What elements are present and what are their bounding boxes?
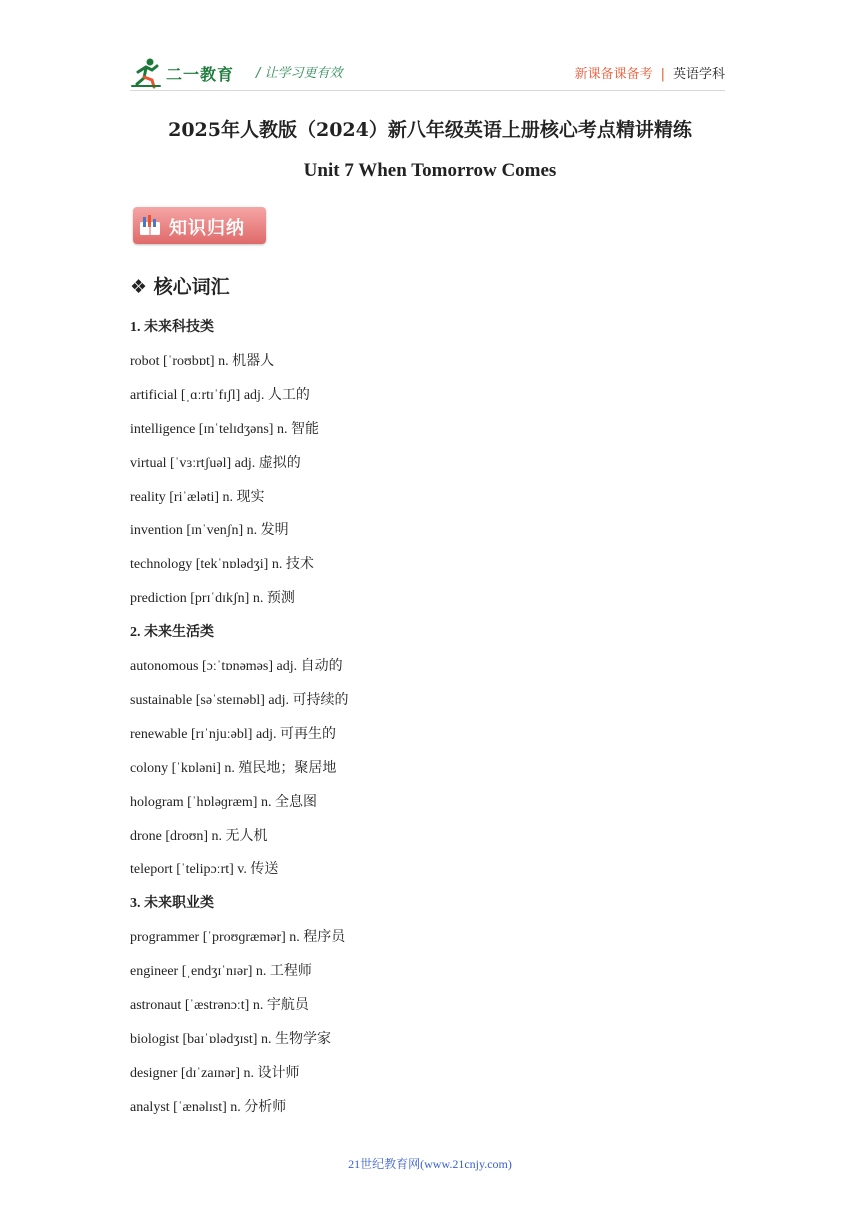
header-separator: | [660, 67, 665, 82]
vocab-entry: designer [dɪˈzaɪnər] n. 设计师 [130, 1065, 300, 1081]
logo-text: 二一教育 [166, 65, 235, 84]
vocab-entry: colony [ˈkɒləni] n. 殖民地；聚居地 [130, 760, 337, 776]
vocab-entry: analyst [ˈænəlɪst] n. 分析师 [130, 1099, 287, 1115]
header-tagline: 新课备课备考 [574, 67, 653, 82]
slogan: / 让学习更有效 [256, 66, 343, 81]
section-heading: ❖ 核心词汇 [130, 276, 230, 298]
vocab-entry: astronaut [ˈæstrənɔːt] n. 宇航员 [130, 998, 309, 1013]
vocab-entry: virtual [ˈvɜːrtʃuəl] adj. 虚拟的 [130, 455, 301, 471]
vocab-entry: autonomous [ɔːˈtɒnəməs] adj. 自动的 [130, 659, 343, 674]
badge-label: 知识归纳 [169, 218, 245, 239]
unit-title: Unit 7 When Tomorrow Comes [303, 160, 557, 181]
page-footer: 21世纪教育网(www.21cnjy.com) [348, 1157, 512, 1171]
header-right [575, 63, 725, 82]
header-subject: 英语学科 [672, 67, 725, 82]
vocab-entry: biologist [baɪˈɒlədʒɪst] n. 生物学家 [130, 1031, 331, 1047]
knowledge-summary-badge [133, 207, 266, 244]
vocab-entry: intelligence [ɪnˈtelɪdʒəns] n. 智能 [130, 421, 319, 437]
vocab-entry: technology [tekˈnɒlədʒi] n. 技术 [130, 557, 314, 573]
book-chart-icon [139, 214, 161, 236]
vocab-entry: reality [riˈæləti] n. 现实 [130, 489, 265, 505]
vocab-entry: programmer [ˈproʊɡræmər] n. 程序员 [130, 930, 346, 946]
header-divider [130, 90, 725, 91]
category-heading: 3. 未来职业类 [130, 896, 214, 912]
vocab-entry: prediction [prɪˈdɪkʃn] n. 预测 [130, 591, 295, 607]
page-header [130, 56, 725, 92]
category-heading: 1. 未来科技类 [130, 320, 214, 335]
page-title: 2025年人教版（2024）新八年级英语上册核心考点精讲精练 [168, 119, 692, 141]
vocab-entry: drone [droʊn] n. 无人机 [130, 828, 268, 844]
vocab-entry: teleport [ˈtelipɔːrt] v. 传送 [130, 862, 279, 878]
vocab-entry: hologram [ˈhɒləɡræm] n. 全息图 [130, 794, 317, 810]
vocab-entry: engineer [ˌendʒɪˈnɪər] n. 工程师 [130, 964, 312, 980]
brand-logo [130, 56, 242, 90]
running-figure-icon [130, 56, 164, 90]
category-heading: 2. 未来生活类 [130, 625, 214, 641]
vocab-entry: robot [ˈroʊbɒt] n. 机器人 [130, 353, 275, 369]
vocab-entry: artificial [ˌɑːrtɪˈfɪʃl] adj. 人工的 [130, 387, 310, 403]
vocab-entry: sustainable [səˈsteɪnəbl] adj. 可持续的 [130, 692, 349, 708]
vocab-entry: invention [ɪnˈvenʃn] n. 发明 [130, 523, 289, 539]
vocab-entry: renewable [rɪˈnjuːəbl] adj. 可再生的 [130, 726, 337, 742]
